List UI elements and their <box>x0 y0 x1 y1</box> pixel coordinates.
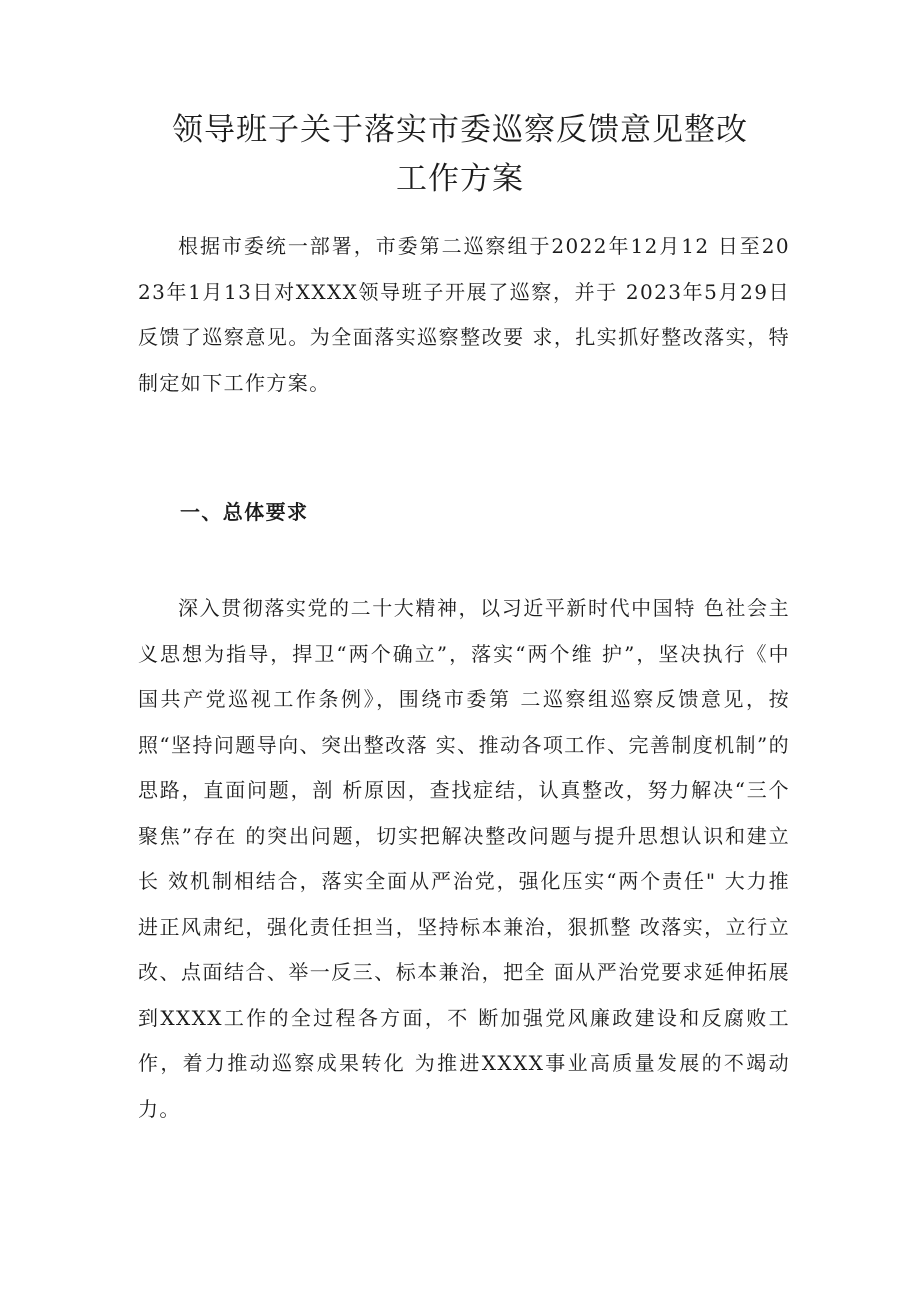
document-title-line-2: 工作方案 <box>396 161 524 197</box>
intro-paragraph-block <box>138 224 790 406</box>
section-body-block <box>138 586 790 1132</box>
document-title-line-1: 领导班子关于落实市委巡察反馈意见整改 <box>172 112 748 148</box>
intro-paragraph: 根据市委统一部署，市委第二巡察组于2022年12月12 日至2023年1月13日对XXXX领导班子开展了巡察，并于 2023年5月29日反馈了巡察意见。为全面落实巡察整改要 求，扎实抓好整改落实，特制定如下工作方案。 <box>138 234 790 395</box>
section-body-paragraph: 深入贯彻落实党的二十大精神，以习近平新时代中国特 色社会主义思想为指导，捍卫“两个确立”，落实“两个维 护”，坚决执行《中国共产党巡视工作条例》，围绕市委第 二巡察组巡察反馈意见，按照“坚持问题导向、突出整改落 实、推动各项工作、完善制度机制”的思路，直面问题，剖 析原因，查找症结，认真整改，努力解决“三个聚焦”存在 的突出问题，切实把解决整改问题与提升思想认识和建立长 效机制相结合，落实全面从严治党，强化压实“两个责任" 大力推进正风肃纪，强化责任担当，坚持标本兼治，狠抓整 改落实，立行立改、点面结合、举一反三、标本兼治，把全 面从严治党要求延伸拓展到XXXX工作的全过程各方面，不 断加强党风廉政建设和反腐败工作，着力推动巡察成果转化 为推进XXXX事业高质量发展的不竭动力。 <box>138 596 790 1121</box>
section-heading-general-requirements: 一、总体要求 <box>180 500 309 524</box>
